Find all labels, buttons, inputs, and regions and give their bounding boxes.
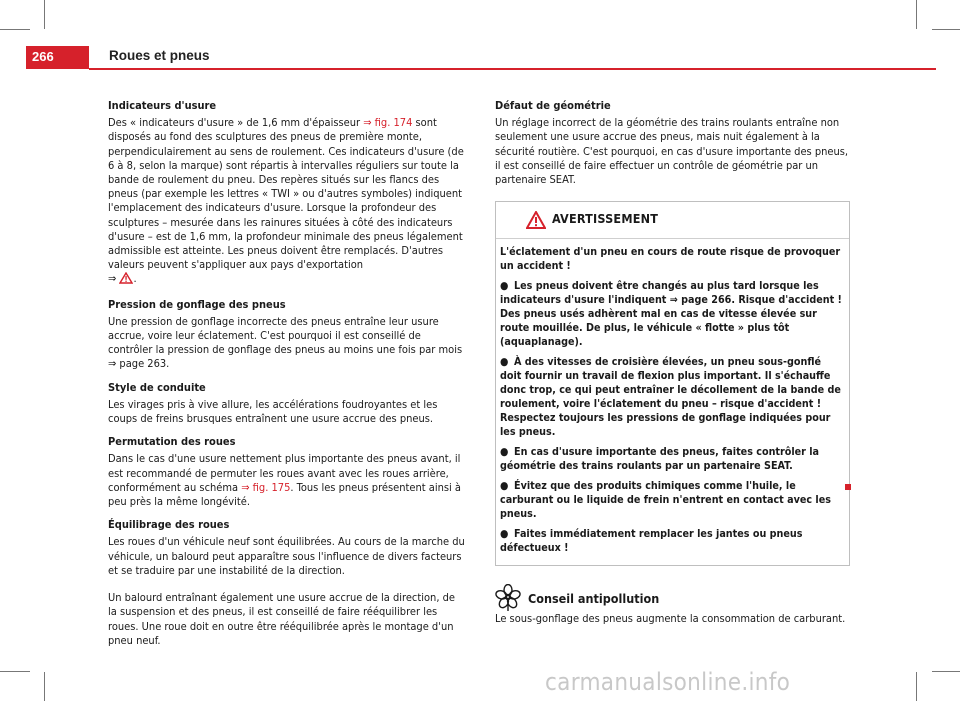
- text: Des « indicateurs d'usure » de 1,6 mm d'épaisseur: [108, 116, 364, 130]
- text: .: [133, 272, 137, 286]
- paragraph: Un balourd entraînant également une usure accrue de la direction, de la suspension et des pneus, il est conseillé de faire rééquilibrer les roues. Une roue doit en outre être rééquilibrée après le montage d'un pneu neuf.: [108, 591, 455, 647]
- text: . Tous les pneus présentent ainsi à peu près la même longévité.: [108, 480, 461, 509]
- paragraph: [108, 116, 466, 288]
- bullet-icon: ●: [500, 279, 509, 293]
- text: En cas d'usure importante des pneus, faites contrôler la géométrie des trains roulants par un partenaire SEAT.: [500, 445, 820, 473]
- bullet-icon: ●: [500, 445, 509, 459]
- bullet-icon: ●: [500, 355, 509, 369]
- environment-section: [495, 584, 850, 612]
- page-header: [26, 46, 936, 70]
- section-heading: Équilibrage des roues: [108, 518, 230, 532]
- crop-mark: [44, 0, 45, 29]
- crop-mark: [916, 0, 917, 29]
- left-column: [108, 99, 466, 657]
- warning-triangle-icon: [526, 211, 546, 233]
- section-heading: Indicateurs d'usure: [108, 99, 217, 112]
- bullet-icon: ●: [500, 527, 509, 541]
- flower-icon: [495, 584, 521, 616]
- paragraph: Une pression de gonflage incorrecte des pneus entraîne leur usure accrue, voire leur éclatement. C'est pourquoi il est conseillé de contrôler la pression de gonflage des pneus au moins une fois par mois ⇒ page 263.: [108, 314, 463, 371]
- warning-bullet: [500, 527, 845, 555]
- text: À des vitesses de croisière élevées, un pneu sous-gonflé doit fournir un travail de flexion plus important. Il s'échauffe donc trop, ce qui peut entraîner le décollement de la bande de roulement, voire l'éclatement du pneu – risque d'accident ! Respectez toujours les pressions de gonflage indiquées pour les pneus.: [500, 355, 841, 439]
- warning-title: AVERTISSEMENT: [552, 211, 659, 227]
- arrow-text: ⇒: [108, 272, 120, 286]
- bullet-icon: ●: [500, 479, 509, 493]
- watermark: carmanualsonline.info: [545, 668, 791, 696]
- warning-bullet: [500, 479, 845, 521]
- page-number-box: [26, 46, 89, 69]
- paragraph: Les virages pris à vive allure, les accélérations foudroyantes et les coups de freins brusques entraînent une usure accrue des pneus.: [108, 397, 438, 426]
- text: Évitez que des produits chimiques comme l'huile, le carburant ou le liquide de frein n'entrent en contact avec les pneus.: [500, 479, 831, 521]
- chapter-title: Roues et pneus: [109, 48, 210, 63]
- section-heading: Style de conduite: [108, 380, 206, 394]
- warning-triangle-icon[interactable]: [119, 272, 133, 288]
- section-heading: Permutation des roues: [108, 435, 236, 449]
- paragraph: [108, 452, 466, 509]
- environment-text: Le sous-gonflage des pneus augmente la consommation de carburant.: [495, 612, 846, 626]
- crop-mark: [932, 29, 960, 30]
- page-number: 266: [32, 49, 54, 64]
- header-rule: [89, 68, 936, 70]
- warning-intro: L'éclatement d'un pneu en cours de route risque de provoquer un accident !: [500, 245, 841, 273]
- section-end-mark: [845, 484, 851, 490]
- crop-mark: [0, 29, 30, 30]
- text: sont disposés au fond des sculptures des pneus de première monte, perpendiculairement au sens de roulement. Ces indicateurs d'usure (de 6 à 8, selon la marque) sont répartis à intervalles réguliers sur toute la bande de roulement du pneu. Des repères situés sur les flancs des pneus (par exemple les lettres « TWI » ou d'autres symboles) indiquent l'emplacement des indicateurs d'usure. Lorsque la profondeur des sculptures – mesurée dans les rainures situées à côté des indicateurs d'usure – est de 1,6 mm, la profondeur minimale des pneus légalement admissible est atteinte. Les pneus doivent être remplacés. D'autres valeurs peuvent s'appliquer aux pays d'exportation: [108, 116, 464, 272]
- crop-mark: [0, 671, 30, 672]
- crop-mark: [916, 672, 917, 701]
- paragraph: Les roues d'un véhicule neuf sont équilibrées. Au cours de la marche du véhicule, un balourd peut apparaître sous l'influence de divers facteurs et se traduire par une instabilité de la direction.: [108, 535, 465, 577]
- warning-body: [496, 239, 849, 565]
- figure-link[interactable]: ⇒ fig. 174: [363, 116, 413, 130]
- text: Les pneus doivent être changés au plus tard lorsque les indicateurs d'usure l'indiquent ⇒ page 266. Risque d'accident ! Des pneus usés adhèrent mal en cas de vitesse élevée sur route mouillée. De plus, le véhicule « flotte » plus tôt (aquaplanage).: [500, 279, 842, 349]
- crop-mark: [44, 672, 45, 701]
- warning-bullet: [500, 445, 845, 473]
- crop-mark: [932, 671, 960, 672]
- figure-link[interactable]: ⇒ fig. 175: [241, 480, 291, 494]
- section-heading: Défaut de géométrie: [495, 99, 611, 112]
- section-heading: Pression de gonflage des pneus: [108, 297, 286, 311]
- warning-box: [495, 201, 850, 566]
- paragraph: Un réglage incorrect de la géométrie des trains roulants entraîne non seulement une usure accrue des pneus, mais nuit également à la sécurité routière. C'est pourquoi, en cas d'usure importante des pneus, il est conseillé de faire effectuer un contrôle de géométrie par un partenaire SEAT.: [495, 116, 849, 187]
- warning-bullet: [500, 355, 845, 439]
- warning-bullet: [500, 279, 845, 349]
- text: Faites immédiatement remplacer les jantes ou pneus défectueux !: [500, 527, 803, 555]
- environment-title: Conseil antipollution: [528, 591, 660, 607]
- warning-header: [496, 202, 849, 239]
- right-column: [495, 99, 850, 626]
- text: Dans le cas d'une usure nettement plus importante des pneus avant, il est recommandé de permuter les roues avant avec les roues arrière, conformément au schéma: [108, 452, 461, 494]
